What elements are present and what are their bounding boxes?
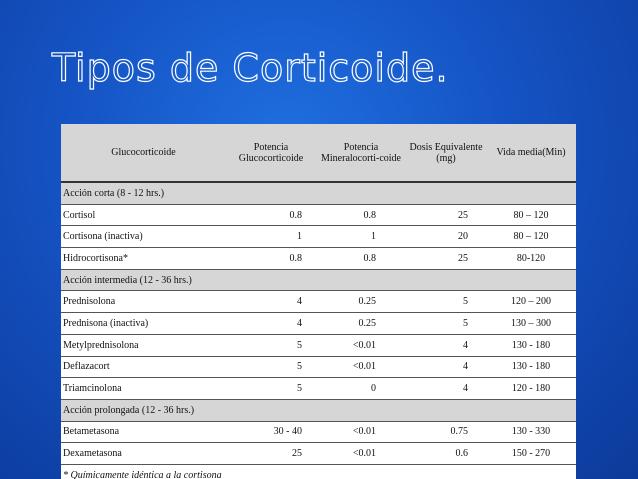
header-vida-media: Vida media(Min)	[486, 124, 576, 182]
cell-potencia-gluco: 0.8	[226, 248, 316, 270]
cell-potencia-mineralo: 0.8	[316, 248, 406, 270]
table-row	[61, 356, 576, 378]
cell-potencia-gluco: 5	[226, 378, 316, 400]
cell-potencia-gluco: 5	[226, 356, 316, 378]
cell-potencia-gluco: 1	[226, 226, 316, 248]
cell-potencia-gluco: 0.8	[226, 204, 316, 226]
cell-potencia-mineralo: 1	[316, 226, 406, 248]
cell-name: Prednisona (inactiva)	[61, 313, 226, 335]
cell-vida-media: 130 – 300	[486, 313, 576, 335]
cell-name: Dexametasona	[61, 443, 226, 465]
header-dosis: Dosis Equivalente (mg)	[406, 124, 486, 182]
cell-potencia-mineralo: <0.01	[316, 334, 406, 356]
group-label: Acción intermedia (12 - 36 hrs.)	[61, 269, 576, 291]
cell-dosis: 4	[406, 378, 486, 400]
table-row	[61, 313, 576, 335]
cell-name: Triamcinolona	[61, 378, 226, 400]
table-row	[61, 421, 576, 443]
cell-name: Metylprednisolona	[61, 334, 226, 356]
cell-potencia-gluco: 4	[226, 291, 316, 313]
cell-dosis: 4	[406, 334, 486, 356]
footnote: * Químicamente idéntica a la cortisona	[63, 469, 222, 479]
header-potencia-mineralo: Potencia Mineralocorti-coide	[316, 124, 406, 182]
cell-vida-media: 80 – 120	[486, 226, 576, 248]
cell-name: Cortisona (inactiva)	[61, 226, 226, 248]
corticoid-table-container	[61, 124, 576, 479]
cell-name: Prednisolona	[61, 291, 226, 313]
cell-vida-media: 130 - 330	[486, 421, 576, 443]
table-header-row	[61, 124, 576, 182]
header-potencia-gluco: Potencia Glucocorticoide	[226, 124, 316, 182]
cell-vida-media: 130 - 180	[486, 356, 576, 378]
group-row	[61, 399, 576, 421]
group-row	[61, 182, 576, 204]
table-row	[61, 291, 576, 313]
table-row	[61, 443, 576, 465]
cell-vida-media: 120 – 200	[486, 291, 576, 313]
cell-potencia-gluco: 25	[226, 443, 316, 465]
table-row	[61, 248, 576, 270]
cell-dosis: 5	[406, 313, 486, 335]
cell-dosis: 5	[406, 291, 486, 313]
cell-dosis: 0.6	[406, 443, 486, 465]
table-row	[61, 334, 576, 356]
cell-vida-media: 130 - 180	[486, 334, 576, 356]
cell-vida-media: 80-120	[486, 248, 576, 270]
group-row	[61, 269, 576, 291]
table-row	[61, 204, 576, 226]
cell-dosis: 4	[406, 356, 486, 378]
cell-vida-media: 120 - 180	[486, 378, 576, 400]
cell-name: Hidrocortisona*	[61, 248, 226, 270]
cell-name: Deflazacort	[61, 356, 226, 378]
cell-name: Betametasona	[61, 421, 226, 443]
table-row	[61, 226, 576, 248]
cell-potencia-gluco: 4	[226, 313, 316, 335]
cell-vida-media: 80 – 120	[486, 204, 576, 226]
group-label: Acción prolongada (12 - 36 hrs.)	[61, 399, 576, 421]
cell-potencia-mineralo: <0.01	[316, 356, 406, 378]
group-label: Acción corta (8 - 12 hrs.)	[61, 182, 576, 204]
cell-potencia-mineralo: <0.01	[316, 443, 406, 465]
cell-name: Cortisol	[61, 204, 226, 226]
cell-dosis: 0.75	[406, 421, 486, 443]
cell-potencia-gluco: 5	[226, 334, 316, 356]
cell-vida-media: 150 - 270	[486, 443, 576, 465]
corticoid-table	[61, 124, 576, 479]
slide-title: Tipos de Corticoide.	[52, 46, 449, 90]
cell-potencia-gluco: 30 - 40	[226, 421, 316, 443]
cell-dosis: 25	[406, 248, 486, 270]
header-glucocorticoide: Glucocorticoide	[61, 124, 226, 182]
cell-potencia-mineralo: 0.8	[316, 204, 406, 226]
footnote-row	[61, 464, 576, 479]
table-row	[61, 378, 576, 400]
cell-potencia-mineralo: 0.25	[316, 291, 406, 313]
cell-potencia-mineralo: 0.25	[316, 313, 406, 335]
cell-potencia-mineralo: 0	[316, 378, 406, 400]
cell-dosis: 20	[406, 226, 486, 248]
cell-dosis: 25	[406, 204, 486, 226]
cell-potencia-mineralo: <0.01	[316, 421, 406, 443]
